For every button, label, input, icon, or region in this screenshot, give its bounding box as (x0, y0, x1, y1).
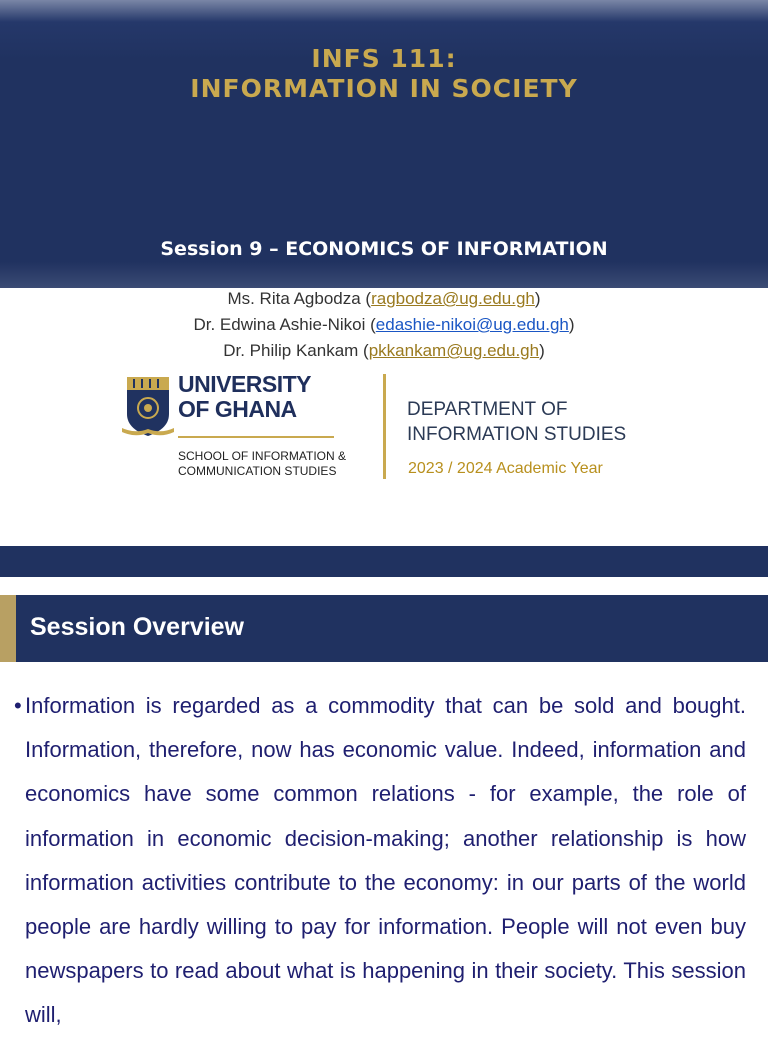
lecturer-suffix: ) (568, 315, 575, 334)
university-crest-icon (122, 374, 174, 438)
session-title: Session 9 – ECONOMICS OF INFORMATION (160, 238, 608, 260)
lecturer-email-link[interactable]: pkkankam@ug.edu.gh (368, 341, 540, 360)
university-line: OF GHANA (178, 396, 297, 422)
section-header (0, 595, 768, 662)
university-line: UNIVERSITY (178, 371, 312, 397)
department-line: INFORMATION STUDIES (407, 424, 627, 445)
lecturer-line (0, 286, 768, 312)
title-band (0, 0, 768, 288)
header-accent (0, 595, 16, 662)
slide-footer-bar (0, 546, 768, 577)
lecturer-suffix: ) (539, 341, 545, 360)
lecturer-email-link[interactable]: edashie-nikoi@ug.edu.gh (375, 315, 569, 334)
lecturer-line (0, 312, 768, 338)
school-line: COMMUNICATION STUDIES (178, 464, 337, 478)
lecturer-list (0, 286, 768, 364)
lecturer-name: Dr. Philip Kankam ( (223, 341, 369, 360)
course-code: INFS 111: (311, 44, 457, 73)
university-logo-text (178, 372, 311, 422)
department-line: DEPARTMENT OF (407, 399, 568, 420)
academic-year: 2023 / 2024 Academic Year (408, 460, 603, 477)
section-title: Session Overview (30, 613, 245, 641)
school-name (178, 449, 346, 479)
logo-rule (178, 436, 334, 438)
lecturer-email-link[interactable]: ragbodza@ug.edu.gh (371, 289, 535, 308)
lecturer-line (0, 338, 768, 364)
school-line: SCHOOL OF INFORMATION & (178, 449, 347, 463)
lecturer-suffix: ) (534, 289, 541, 308)
lecturer-name: Dr. Edwina Ashie-Nikoi ( (193, 315, 376, 334)
lecturer-name: Ms. Rita Agbodza ( (227, 289, 372, 308)
vertical-divider (383, 374, 386, 479)
course-name: INFORMATION IN SOCIETY (190, 74, 578, 103)
bullet-marker: • (14, 693, 22, 718)
overview-paragraph (14, 684, 746, 1038)
overview-text: Information is regarded as a commodity that can be sold and bought. Information, therefore, now has economic value. Indeed, information and economics have some common relations - for example, the role of information in economic decision-making; another relationship is how information activities contribute to the economy: in our parts of the world people are hardly willing to pay for information. People will not even buy newspapers to read about what is happening in their society. This session will, (25, 693, 746, 1028)
department-name (407, 397, 626, 447)
